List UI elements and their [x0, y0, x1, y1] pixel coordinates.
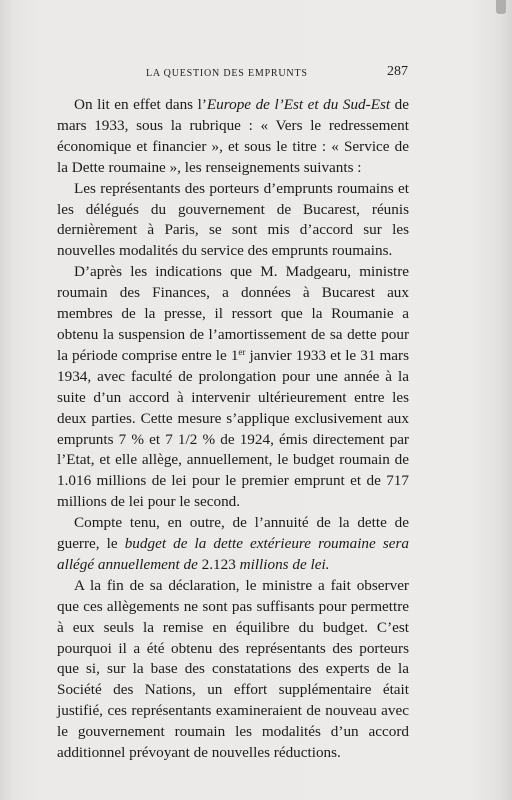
paragraph-madgearu-text: D’après les indications que M. Madgearu, ministre roumain des Finances, a données à Bucarest aux membres de la presse, il ressort que la Roumanie a obtenu la suspension de l’amortissement de sa dette pour la période comprise entre le 1	[57, 263, 409, 364]
running-title: LA QUESTION DES EMPRUNTS	[146, 68, 308, 79]
paragraph-conclusion: A la fin de sa déclaration, le ministre a fait observer que ces allègements ne sont pas suffisants pour permettre à eux seuls la remise en équilibre du budget. C’est pourquoi il a été obtenu des représentants des porteurs que si, sur la base des constatations des experts de la Société des Nations, un effort supplémentaire était justifié, ces représentants examineraient de nouveau avec le gouvernement roumain les modalités d’un accord additionnel prévoyant de nouvelles réductions.	[57, 576, 409, 762]
paragraph-intro-text-cont: de mars 1933, sous la rubrique : « Vers le redressement économique et financier », et sous le titre : « Service de la Dette roumaine », les renseignements suivants :	[57, 96, 409, 176]
amount-value: 2.123	[197, 555, 240, 573]
emphasis-unit: millions de lei.	[239, 555, 330, 573]
paragraph-war-debt-text: Compte tenu, en outre, de l’annuité de la dette de guerre, le	[57, 514, 409, 553]
paragraph-madgearu-text-cont: janvier 1933 et le 31 mars 1934, avec faculté de prolongation pour une année à la suite d’un accord à intervenir ultérieurement entre les deux parties. Cette mesure s’applique exclusivement aux emprunts 7 % et 7 1/2 % de 1924, émis directement par l’Etat, et elle allège, annuellement, le budget roumain de 1.016 millions de lei pour le premier emprunt et de 717 millions de lei pour le second.	[57, 346, 410, 511]
paragraph-intro	[57, 95, 409, 179]
ordinal-superscript: er	[238, 346, 246, 357]
scan-corner-mark	[496, 0, 506, 14]
paragraph-representatives: Les représentants des porteurs d’emprunts roumains et les délégués du gouvernement de Bucarest, réunis dernièrement à Paris, se sont mis d’accord sur les nouvelles modalités du service des emprunts roumains.	[57, 179, 409, 260]
page-number: 287	[387, 64, 408, 79]
page-header	[56, 64, 408, 84]
emphasis-budget: budget de la dette extérieure roumaine sera allégé annuellement de	[57, 535, 409, 573]
body-text	[57, 95, 409, 764]
paragraph-war-debt	[57, 513, 409, 576]
paragraph-madgearu	[57, 262, 409, 513]
paragraph-intro-text: On lit en effet dans l’	[74, 96, 207, 113]
publication-title: Europe de l’Est et du Sud-Est	[206, 96, 391, 113]
